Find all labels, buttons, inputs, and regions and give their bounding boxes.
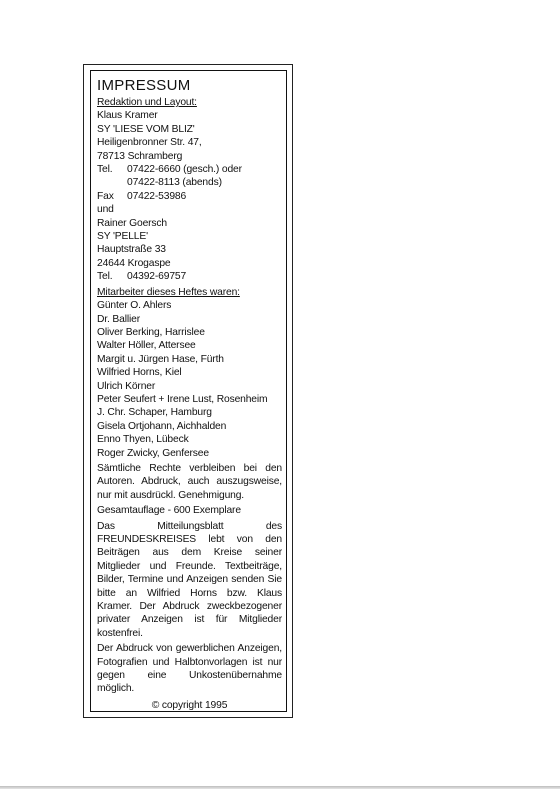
editor2-phone-row [97,270,282,283]
editor1-boat: SY 'LIESE VOM BLIZ' [97,123,195,135]
contributor-item: Dr. Ballier [97,313,140,325]
newsletter-notice: Das Mitteilungsblatt des FREUNDESKREISES lebt von den Beiträgen aus dem Kreise seiner Mitglieder und Freunde. Textbeiträge, Bilder, Termine und Anzeigen senden Sie bitte an Wilfried Horns bzw. Klaus Kramer. Der Abdruck zweckbezogener privater Anzeigen ist für Mitglieder kostenfrei. [97,520,282,639]
editorial-heading: Redaktion und Layout: [97,97,197,108]
editor1-street: Heiligenbronner Str. 47, [97,137,202,149]
contributor-item: J. Chr. Schaper, Hamburg [97,407,212,419]
editor1-tel-business: 07422-6660 (gesch.) oder [127,164,242,176]
impressum-title: IMPRESSUM [97,77,191,94]
impressum-box [97,76,282,712]
editor1-fax: 07422-53986 [127,190,187,202]
editor1-tel-label: Tel. [97,164,113,176]
contributor-item: Oliver Berking, Harrislee [97,326,205,338]
contributor-item: Enno Thyen, Lübeck [97,434,189,446]
editor1-phone-row [97,163,282,176]
editor2-tel: 04392-69757 [127,271,187,283]
contributor-item: Margit u. Jürgen Hase, Fürth [97,353,224,365]
editor1-name: Klaus Kramer [97,110,158,122]
editor1-fax-row [97,190,282,203]
editor1-tel-evening: 07422-8113 (abends) [127,177,222,189]
commercial-ads-notice: Der Abdruck von gewerblichen Anzeigen, Fotografien und Halbtonvorlagen ist nur gegen eine Unkostenübernahme möglich. [97,643,282,695]
editor2-street: Hauptstraße 33 [97,244,166,256]
editor2-tel-label: Tel. [97,271,113,283]
contributor-item: Wilfried Horns, Kiel [97,367,182,379]
copyright-line: © copyright 1995 [151,699,228,711]
contributor-item: Peter Seufert + Irene Lust, Rosenheim [97,393,268,405]
scan-bottom-edge [0,786,560,789]
contributor-item: Walter Höller, Attersee [97,340,196,352]
contributor-item: Ulrich Körner [97,380,156,392]
contributor-item: Günter O. Ahlers [97,300,172,312]
editor1-city: 78713 Schramberg [97,150,183,162]
and-connector: und [97,204,114,216]
contributor-item: Gisela Ortjohann, Aichhalden [97,420,227,432]
contributor-item: Roger Zwicky, Genfersee [97,447,209,459]
rights-notice: Sämtliche Rechte verbleiben bei den Autoren. Abdruck, auch auszugsweise, nur mit ausdrückl. Genehmigung. [97,462,282,501]
editor2-boat: SY 'PELLE' [97,231,148,243]
circulation-note: Gesamtauflage - 600 Exemplare [97,505,241,517]
editor2-city: 24644 Krogaspe [97,257,171,269]
contributors-heading: Mitarbeiter dieses Heftes waren: [97,286,240,298]
editor2-name: Rainer Goersch [97,217,168,229]
editor1-fax-label: Fax [97,190,114,202]
